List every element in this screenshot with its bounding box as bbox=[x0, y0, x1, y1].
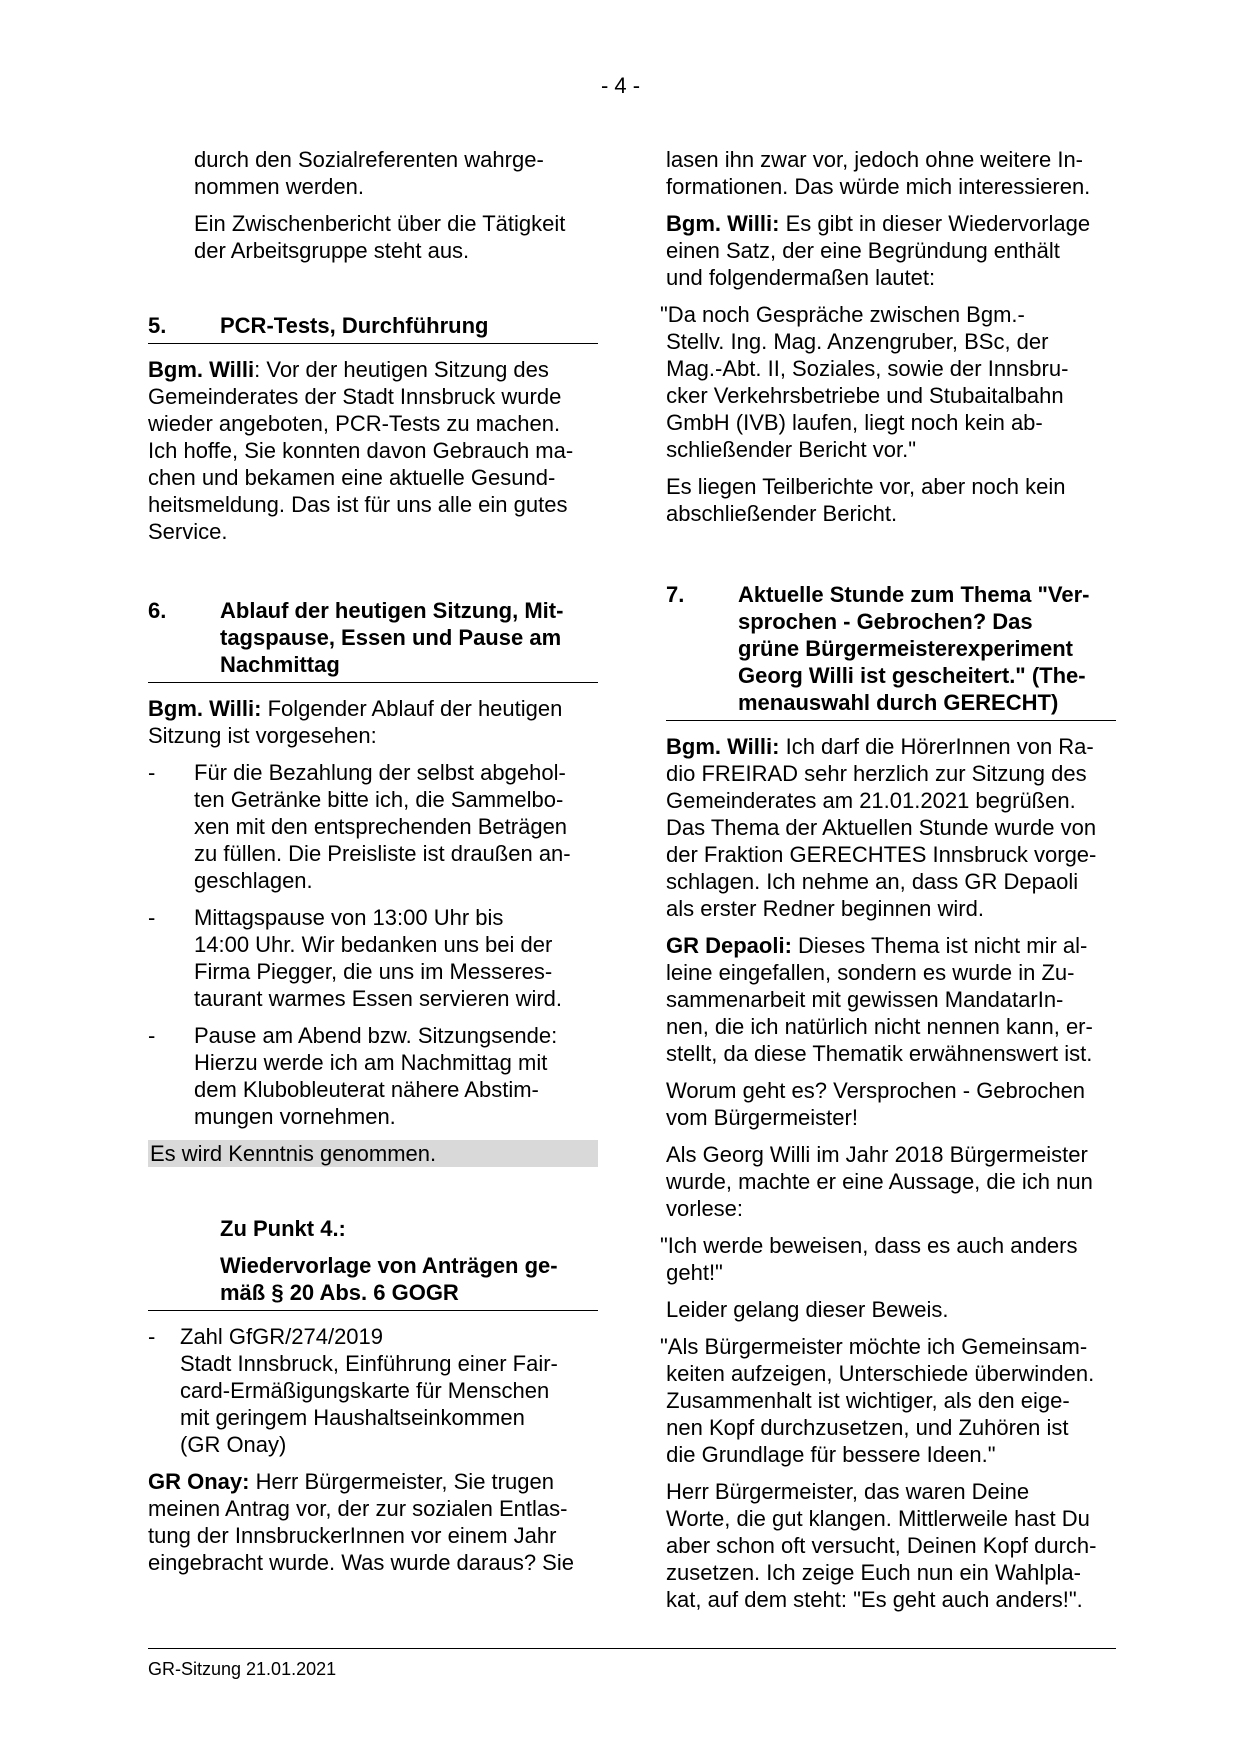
section-heading-6 bbox=[148, 597, 598, 683]
dash-marker: - bbox=[148, 1023, 156, 1048]
dash-marker: - bbox=[148, 760, 156, 785]
list-item-text: Mittagspause von 13:00 Uhr bis 14:00 Uhr. Wir bedanken uns bei der Firma Piegger, die uns im Messeres- taurant warmes Essen servieren wird. bbox=[194, 905, 563, 1011]
list-item-text: Pause am Abend bzw. Sitzungsende: Hierzu werde ich am Nachmittag mit dem Klubobleuterat nähere Abstim- mungen vornehmen. bbox=[194, 1023, 558, 1129]
page-number: - 4 - bbox=[600, 73, 641, 98]
paragraph bbox=[148, 356, 598, 545]
paragraph: durch den Sozialreferenten wahrge- nommen werden. bbox=[194, 147, 544, 199]
right-column bbox=[660, 146, 1116, 1623]
paragraph bbox=[148, 1468, 598, 1576]
section-title: Ablauf der heutigen Sitzung, Mit- tagspause, Essen und Pause am Nachmittag bbox=[220, 598, 564, 677]
paragraph bbox=[666, 733, 1116, 922]
paragraph: Ein Zwischenbericht über die Tätigkeit der Arbeitsgruppe steht aus. bbox=[194, 211, 566, 263]
list-item-text: Für die Bezahlung der selbst abgehol- ten Getränke bitte ich, die Sammelbo- xen mit den entsprechenden Beträgen zu füllen. Die Preisliste ist draußen an- geschlagen. bbox=[194, 760, 571, 893]
paragraph bbox=[666, 210, 1116, 291]
dash-marker: - bbox=[148, 1324, 156, 1349]
speech-text: Ich darf die HörerInnen von Ra- dio FREIRAD sehr herzlich zur Sitzung des Gemeinderates am 21.01.2021 begrüßen. Das Thema der Aktuellen Stunde wurde von der Fraktion GERECHTES Innsbruck vorge- schlagen. Ich nehme an, dass GR Depaoli als erster Redner beginnen wird. bbox=[666, 734, 1097, 921]
speech-text: : Vor der heutigen Sitzung des Gemeinderates der Stadt Innsbruck wurde wieder angeboten, PCR-Tests zu machen. Ich hoffe, Sie konnten davon Gebrauch ma- chen und bekamen eine aktuelle Gesund- heitsmeldung. Das ist für uns alle ein gutes Service. bbox=[148, 357, 574, 544]
quotation: "Als Bürgermeister möchte ich Gemeinsam- keiten aufzeigen, Unterschiede überwinden. Zusammenhalt ist wichtiger, als den eige- nen Kopf durchzusetzen, und Zuhören ist die Grundlage für bessere Ideen." bbox=[660, 1334, 1095, 1467]
paragraph bbox=[148, 695, 598, 749]
speaker-name: GR Depaoli: bbox=[666, 933, 792, 958]
section-number: 6. bbox=[148, 598, 167, 623]
footer-divider bbox=[148, 1648, 1116, 1649]
paragraph: Leider gelang dieser Beweis. bbox=[666, 1297, 949, 1322]
speech-text: Folgender Ablauf der heutigen Sitzung ist vorgesehen: bbox=[148, 696, 563, 748]
section-title: Aktuelle Stunde zum Thema "Ver- sprochen - Gebrochen? Das grüne Bürgermeisterexperiment Georg Willi ist gescheitert." (The- menauswahl durch GERECHT) bbox=[738, 582, 1090, 715]
section-title: PCR-Tests, Durchführung bbox=[220, 313, 489, 338]
list-item bbox=[148, 1022, 598, 1130]
paragraph: Es liegen Teilberichte vor, aber noch kein abschließender Bericht. bbox=[666, 474, 1066, 526]
paragraph: Als Georg Willi im Jahr 2018 Bürgermeister wurde, machte er eine Aussage, die ich nun vorlese: bbox=[666, 1142, 1093, 1221]
speaker-name: Bgm. Willi: bbox=[148, 696, 262, 721]
speech-text: Herr Bürgermeister, Sie trugen meinen Antrag vor, der zur sozialen Entlas- tung der InnsbruckerInnen vor einem Jahr eingebracht wurde. Was wurde daraus? Sie bbox=[148, 1469, 574, 1575]
paragraph: Herr Bürgermeister, das waren Deine Worte, die gut klangen. Mittlerweile hast Du aber schon oft versucht, Deinen Kopf durch- zusetzen. Ich zeige Euch nun ein Wahlpla- kat, auf dem steht: "Es geht auch anders!". bbox=[666, 1479, 1097, 1612]
paragraph bbox=[666, 932, 1116, 1067]
speaker-name: GR Onay: bbox=[148, 1469, 250, 1494]
left-column bbox=[148, 146, 598, 1586]
list-item bbox=[148, 904, 598, 1012]
list-item-text: Zahl GfGR/274/2019 Stadt Innsbruck, Einführung einer Fair- card-Ermäßigungskarte für Menschen mit geringem Haushaltseinkommen (GR Onay) bbox=[180, 1324, 558, 1457]
dash-marker: - bbox=[148, 905, 156, 930]
speech-text: Dieses Thema ist nicht mir al- leine eingefallen, sondern es wurde in Zu- sammenarbeit mit gewissen MandatarIn- nen, die ich natürlich nicht nennen kann, er- stellt, da diese Thematik erwähnenswert ist. bbox=[666, 933, 1093, 1066]
subsection-heading bbox=[148, 1252, 598, 1311]
speaker-name: Bgm. Willi bbox=[148, 357, 255, 382]
paragraph: lasen ihn zwar vor, jedoch ohne weitere In- formationen. Das würde mich interessieren. bbox=[666, 147, 1091, 199]
section-number: 5. bbox=[148, 313, 167, 338]
section-number: 7. bbox=[666, 582, 685, 607]
quotation: "Ich werde beweisen, dass es auch anders geht!" bbox=[660, 1233, 1078, 1285]
subsection-label: Zu Punkt 4.: bbox=[220, 1216, 346, 1241]
quotation: "Da noch Gespräche zwischen Bgm.- Stellv. Ing. Mag. Anzengruber, BSc, der Mag.-Abt. II, Soziales, sowie der Innsbru- cker Verkehrsbetriebe und Stubaitalbahn GmbH (IVB) laufen, liegt noch kein ab- schließender Bericht vor." bbox=[660, 302, 1069, 462]
list-item bbox=[148, 759, 598, 894]
resolution-note: Es wird Kenntnis genommen. bbox=[148, 1140, 598, 1167]
page-footer: GR-Sitzung 21.01.2021 bbox=[148, 1659, 337, 1679]
list-item bbox=[148, 1323, 598, 1458]
subsection-title: Wiedervorlage von Anträgen ge- mäß § 20 Abs. 6 GOGR bbox=[220, 1253, 558, 1305]
speaker-name: Bgm. Willi: bbox=[666, 211, 780, 236]
speaker-name: Bgm. Willi: bbox=[666, 734, 780, 759]
section-heading-7 bbox=[666, 581, 1116, 721]
paragraph: Worum geht es? Versprochen - Gebrochen vom Bürgermeister! bbox=[666, 1078, 1086, 1130]
section-heading-5 bbox=[148, 312, 598, 344]
speech-text: Es gibt in dieser Wiedervorlage einen Satz, der eine Begründung enthält und folgendermaßen lautet: bbox=[666, 211, 1091, 290]
